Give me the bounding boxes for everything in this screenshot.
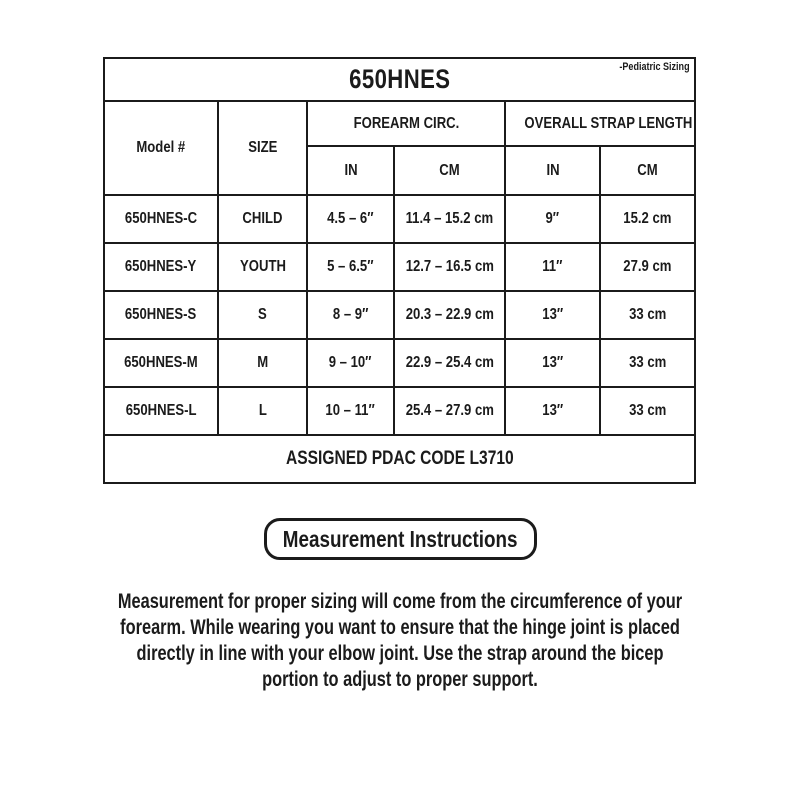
strap-in-cell: 11″ — [505, 243, 600, 291]
unit-header-forearm-in: IN — [307, 146, 394, 195]
table-row — [104, 243, 695, 291]
forearm-in-cell: 8 – 9″ — [307, 291, 394, 339]
strap-in-cell: 13″ — [505, 387, 600, 435]
table-row — [104, 291, 695, 339]
title-cell — [104, 58, 695, 101]
forearm-in-cell: 9 – 10″ — [307, 339, 394, 387]
forearm-in-cell: 10 – 11″ — [307, 387, 394, 435]
unit-header-strap-cm: CM — [600, 146, 695, 195]
forearm-cm-cell: 20.3 – 22.9 cm — [394, 291, 505, 339]
product-title: 650HNES — [348, 64, 451, 94]
pediatric-sizing-note: -Pediatric Sizing — [619, 61, 691, 73]
model-cell: 650HNES-C — [104, 195, 218, 243]
size-cell: M — [218, 339, 307, 387]
model-cell: 650HNES-S — [104, 291, 218, 339]
table-row — [104, 387, 695, 435]
strap-in-cell: 9″ — [505, 195, 600, 243]
title-wrap — [105, 59, 694, 100]
model-cell: 650HNES-Y — [104, 243, 218, 291]
unit-header-forearm-cm: CM — [394, 146, 505, 195]
strap-cm-cell: 27.9 cm — [600, 243, 695, 291]
table-row — [104, 339, 695, 387]
model-cell: 650HNES-M — [104, 339, 218, 387]
strap-cm-cell: 33 cm — [600, 291, 695, 339]
pdac-code-cell — [104, 435, 695, 483]
size-cell: S — [218, 291, 307, 339]
body-line: Measurement for proper sizing will come from the circumference of your — [117, 590, 683, 613]
table-row — [104, 195, 695, 243]
unit-header-strap-in: IN — [505, 146, 600, 195]
forearm-cm-cell: 25.4 – 27.9 cm — [394, 387, 505, 435]
col-header-size: SIZE — [218, 101, 307, 195]
model-cell: 650HNES-L — [104, 387, 218, 435]
measurement-instructions-heading: Measurement Instructions — [283, 525, 518, 552]
strap-in-cell: 13″ — [505, 291, 600, 339]
body-line: directly in line with your elbow joint. Use the strap around the bicep — [136, 642, 664, 665]
body-line: forearm. While wearing you want to ensure that the hinge joint is placed — [120, 616, 680, 639]
measurement-instructions-heading-box — [264, 518, 537, 560]
measurement-instructions-body — [96, 589, 704, 693]
forearm-cm-cell: 12.7 – 16.5 cm — [394, 243, 505, 291]
size-cell: YOUTH — [218, 243, 307, 291]
forearm-in-cell: 5 – 6.5″ — [307, 243, 394, 291]
forearm-cm-cell: 11.4 – 15.2 cm — [394, 195, 505, 243]
body-line: portion to adjust to proper support. — [262, 668, 538, 691]
pdac-code-row — [104, 435, 695, 483]
col-header-strap-length: OVERALL STRAP LENGTH — [505, 101, 695, 146]
strap-cm-cell: 33 cm — [600, 339, 695, 387]
size-cell: CHILD — [218, 195, 307, 243]
col-header-forearm-circ: FOREARM CIRC. — [307, 101, 505, 146]
forearm-in-cell: 4.5 – 6″ — [307, 195, 394, 243]
title-row — [104, 58, 695, 101]
forearm-cm-cell: 22.9 – 25.4 cm — [394, 339, 505, 387]
header-row-groups — [104, 101, 695, 146]
pdac-code-text: ASSIGNED PDAC CODE L3710 — [285, 448, 514, 469]
strap-cm-cell: 15.2 cm — [600, 195, 695, 243]
size-cell: L — [218, 387, 307, 435]
strap-cm-cell: 33 cm — [600, 387, 695, 435]
col-header-model: Model # — [104, 101, 218, 195]
strap-in-cell: 13″ — [505, 339, 600, 387]
sizing-table — [103, 57, 696, 484]
